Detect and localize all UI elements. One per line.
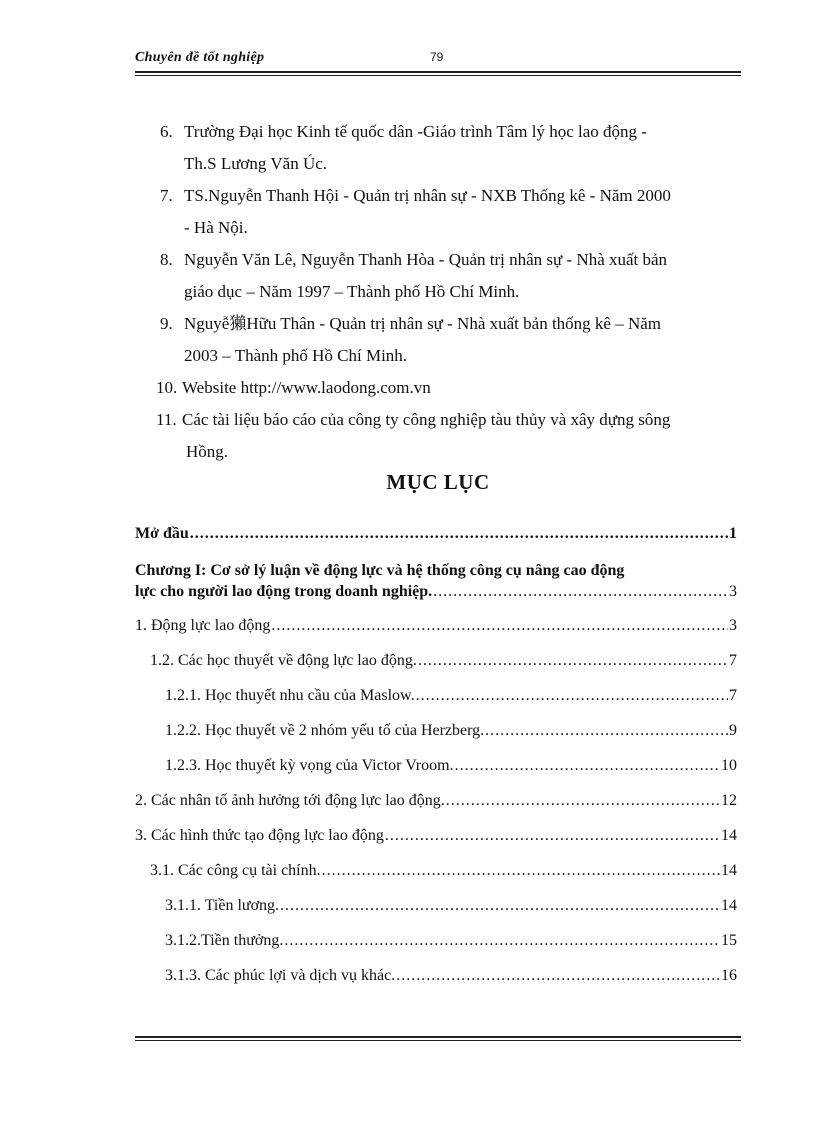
toc-entry[interactable]: 1.2. Các học thuyết về động lực lao động. ..... 7 (135, 652, 737, 670)
toc-entry[interactable]: 3.1.3. Các phúc lợi và dịch vụ khác. ..... 16 (135, 967, 737, 985)
page-header (135, 48, 741, 72)
footer-rule-thin (135, 1040, 741, 1041)
toc-entry-intro[interactable]: Mở đầu ..... 1 (135, 525, 737, 543)
toc-heading: MỤC LỤC (386, 470, 490, 494)
page-number: 79 (430, 50, 444, 64)
reference-item: 11. Các tài liệu báo cáo của công ty công nghiệp tàu thủy và xây dựng sông Hồng. (156, 410, 671, 461)
toc-entry[interactable]: 1. Động lực lao động ..... 3 (135, 617, 737, 635)
reference-item: 7. TS.Nguyễn Thanh Hội - Quản trị nhân sự - NXB Thống kê - Năm 2000 - Hà Nội. (160, 186, 671, 237)
reference-item: 9. Nguyễ獺Hữu Thân - Quản trị nhân sự - Nhà xuất bản thống kê – Năm 2003 – Thành phố Hồ Chí Minh. (160, 314, 662, 365)
toc-entry[interactable]: 3.1. Các công cụ tài chính. ..... 14 (135, 862, 737, 880)
header-title: Chuyên đề tốt nghiệp (135, 50, 265, 65)
reference-list (156, 116, 740, 468)
toc-entry[interactable]: 1.2.1. Học thuyết nhu cầu của Maslow. ..... 7 (135, 687, 737, 705)
toc-entry-chapter1-line1[interactable]: Chương I: Cơ sở lý luận về động lực và hệ thống công cụ nâng cao động (135, 562, 625, 579)
toc-entry[interactable]: 3.1.1. Tiền lương. ..... 14 (135, 897, 737, 915)
toc-entry[interactable]: 2. Các nhân tố ảnh hưởng tới động lực lao động. ..... 12 (135, 792, 737, 810)
toc-entry[interactable]: 3.1.2.Tiền thưởng. ..... 15 (135, 932, 737, 950)
reference-item: 10. Website http://www.laodong.com.vn (156, 378, 431, 397)
header-rule-thin (135, 75, 741, 76)
toc-entry-chapter1[interactable]: lực cho người lao động trong doanh nghiệp. ..... 3 (135, 583, 737, 601)
reference-item: 8. Nguyễn Văn Lê, Nguyễn Thanh Hòa - Quản trị nhân sự - Nhà xuất bản giáo dục – Năm 1997 – Thành phố Hồ Chí Minh. (160, 250, 668, 301)
reference-item: 6. Trường Đại học Kinh tế quốc dân -Giáo trình Tâm lý học lao động - Th.S Lương Văn Úc. (160, 122, 647, 173)
toc-entry[interactable]: 3. Các hình thức tạo động lực lao động ..... 14 (135, 827, 737, 845)
toc-entry[interactable]: 1.2.2. Học thuyết về 2 nhóm yếu tố của Herzberg. ..... 9 (135, 722, 737, 740)
footer-rule (135, 1036, 741, 1038)
header-rule (135, 71, 741, 73)
toc-entry[interactable]: 1.2.3. Học thuyết kỳ vọng của Victor Vroom. ..... 10 (135, 757, 737, 775)
